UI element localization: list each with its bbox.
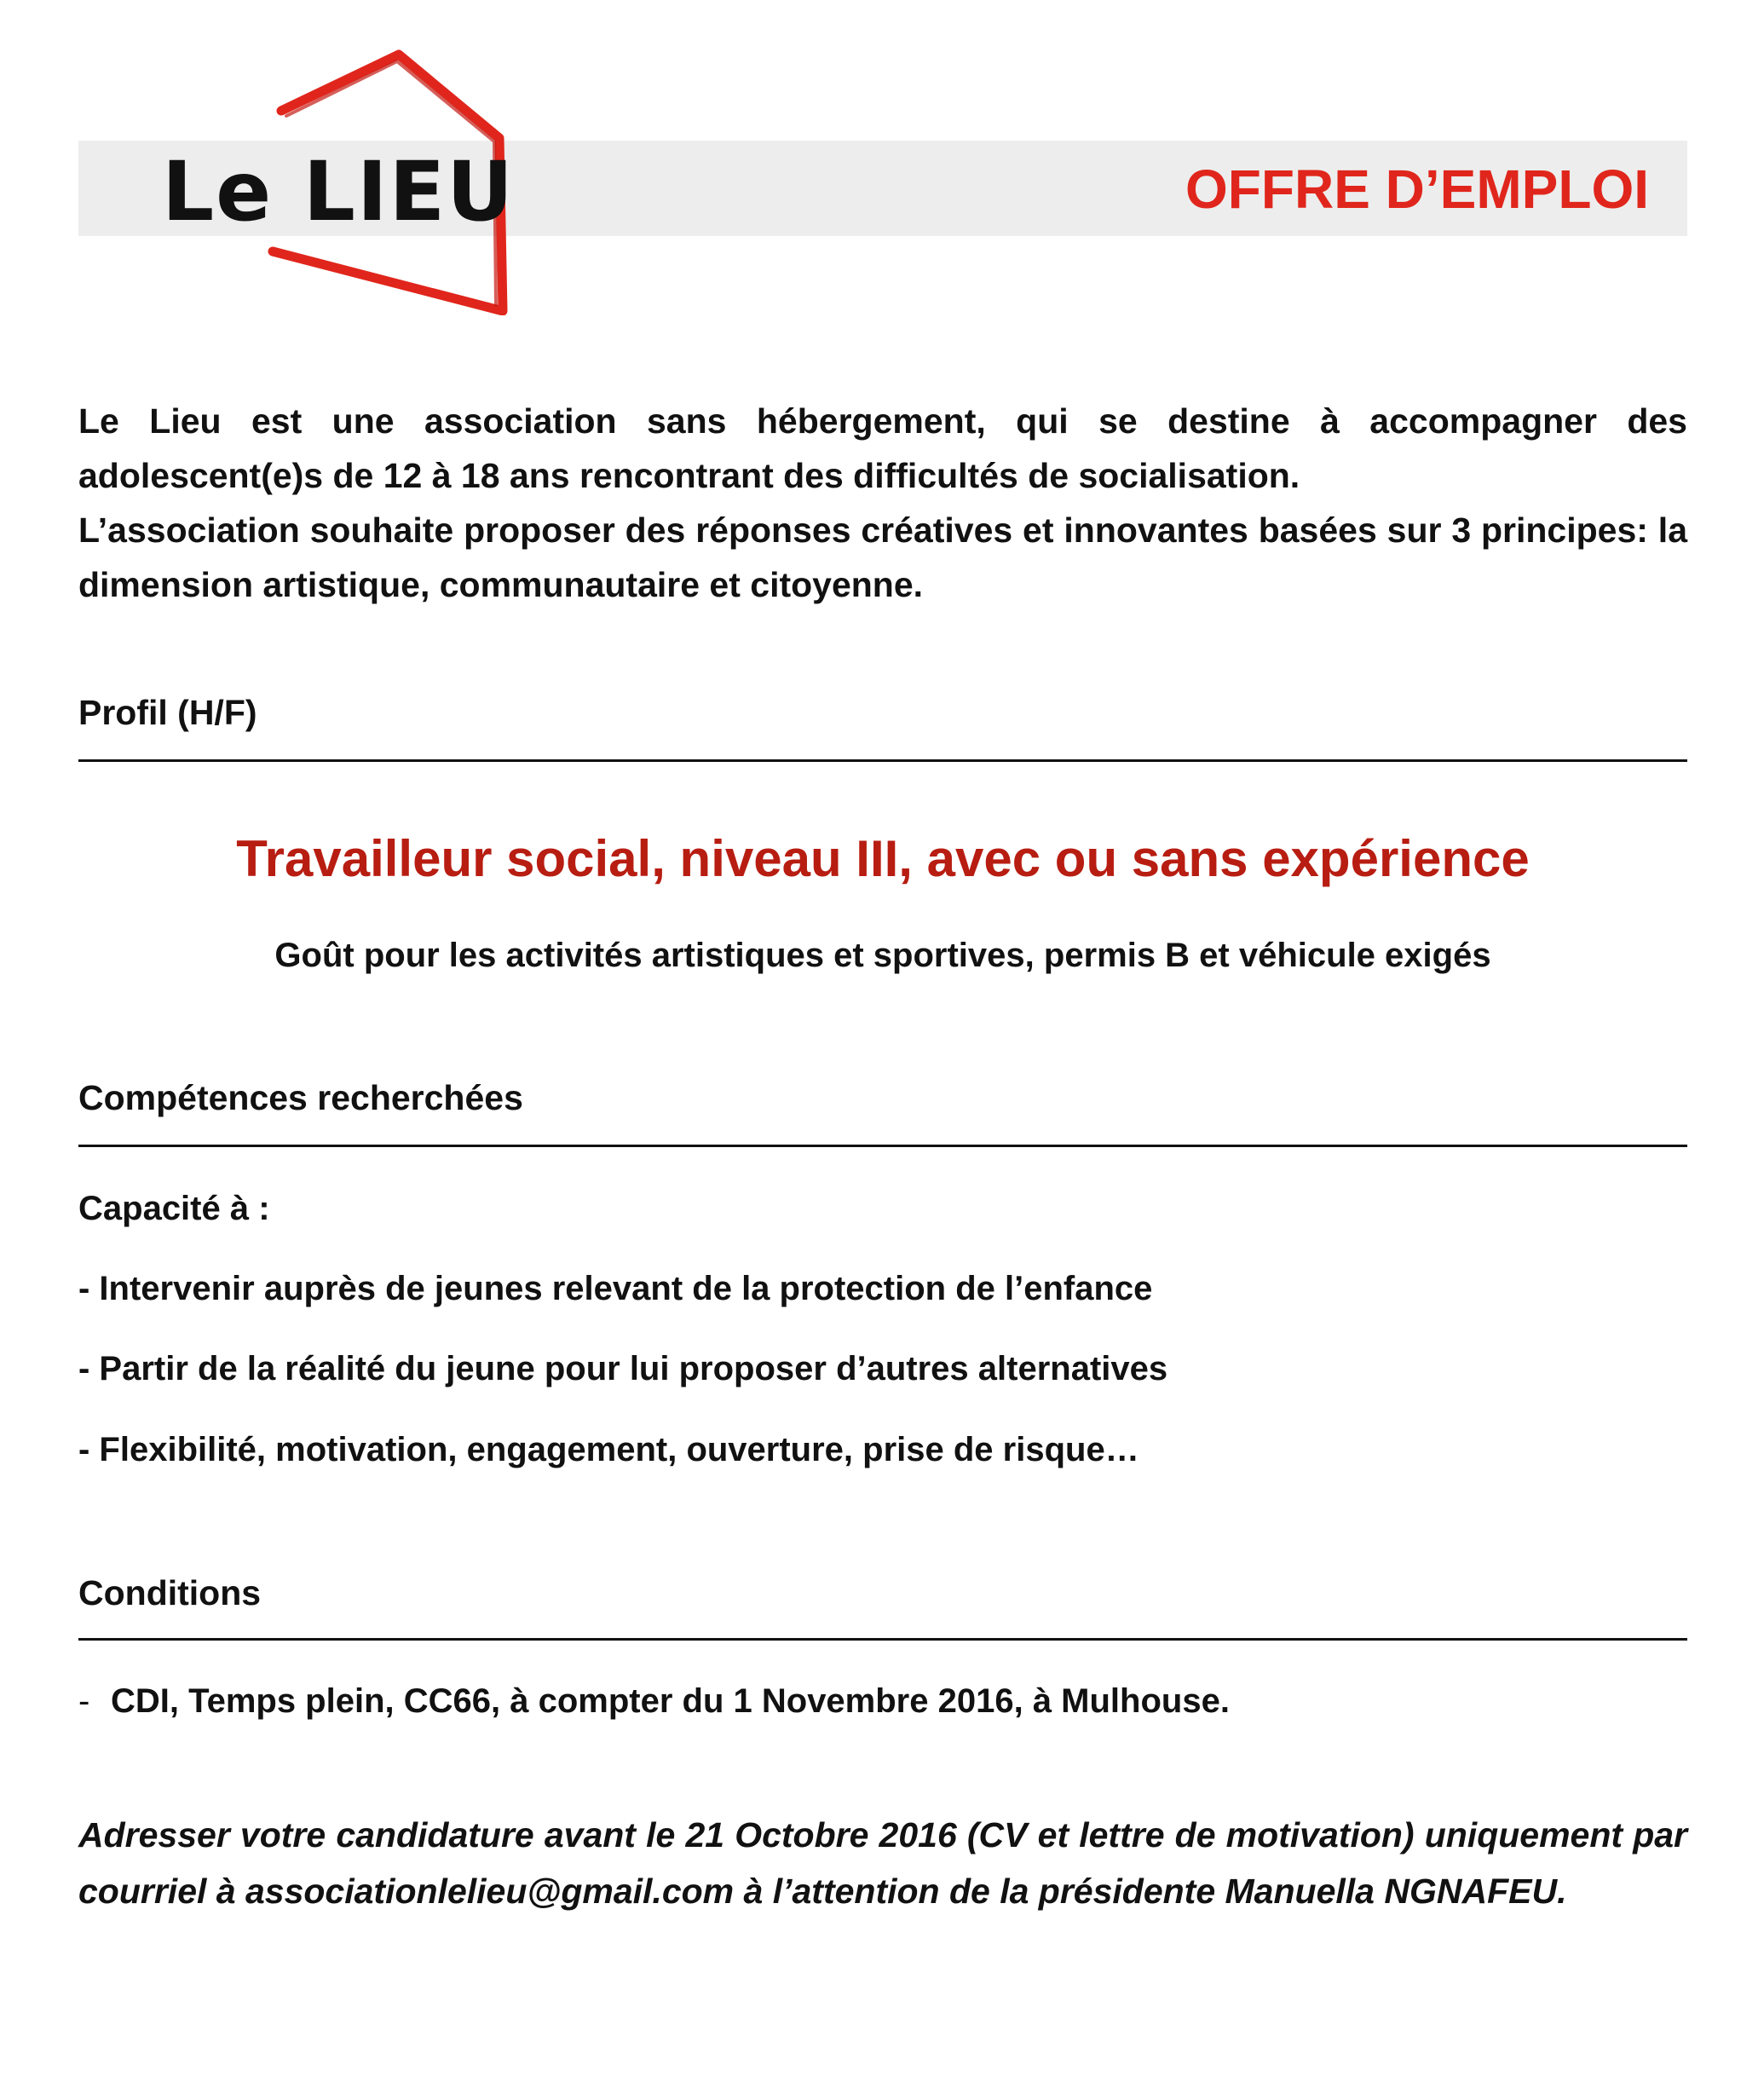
job-title: Travailleur social, niveau III, avec ou sans expérience	[236, 830, 1530, 887]
skill-item: - Flexibilité, motivation, engagement, ouverture, prise de risque…	[78, 1431, 1139, 1468]
logo-text: Le LIEU	[162, 144, 516, 239]
conditions-heading: Conditions	[78, 1573, 262, 1612]
skill-item: - Partir de la réalité du jeune pour lui proposer d’autres alternatives	[78, 1350, 1168, 1387]
intro-paragraph: L’association souhaite proposer des réponses créatives et innovantes basées sur 3 principes: la dimension artistique, communautaire et citoyenne.	[78, 510, 1687, 604]
skill-item: - Intervenir auprès de jeunes relevant de la protection de l’enfance	[78, 1270, 1153, 1307]
condition-bullet: -	[78, 1682, 90, 1720]
condition-item	[78, 1679, 1230, 1723]
intro-text	[78, 394, 1687, 612]
application-instructions	[78, 1807, 1687, 1919]
profile-heading: Profil (H/F)	[78, 693, 257, 732]
intro-paragraph: Le Lieu est une association sans hébergement, qui se destine à accompagner des adolescent(e)s de 12 à 18 ans rencontrant des difficultés de socialisation.	[78, 401, 1687, 495]
offer-title: OFFRE D’EMPLOI	[1185, 159, 1649, 220]
conditions-divider	[78, 1638, 1687, 1641]
skills-divider	[78, 1145, 1687, 1147]
skills-heading: Compétences recherchées	[78, 1078, 523, 1117]
condition-text: CDI, Temps plein, CC66, à compter du 1 Novembre 2016, à Mulhouse.	[111, 1682, 1230, 1720]
profile-divider	[78, 759, 1687, 762]
application-text: Adresser votre candidature avant le 21 Octobre 2016 (CV et lettre de motivation) uniquement par courriel à associationlelieu@gmail.com à l’attention de la présidente Manuella NGNAFEU.	[78, 1815, 1687, 1911]
job-requirements: Goût pour les activités artistiques et sportives, permis B et véhicule exigés	[274, 937, 1491, 974]
skills-intro: Capacité à :	[78, 1190, 270, 1227]
